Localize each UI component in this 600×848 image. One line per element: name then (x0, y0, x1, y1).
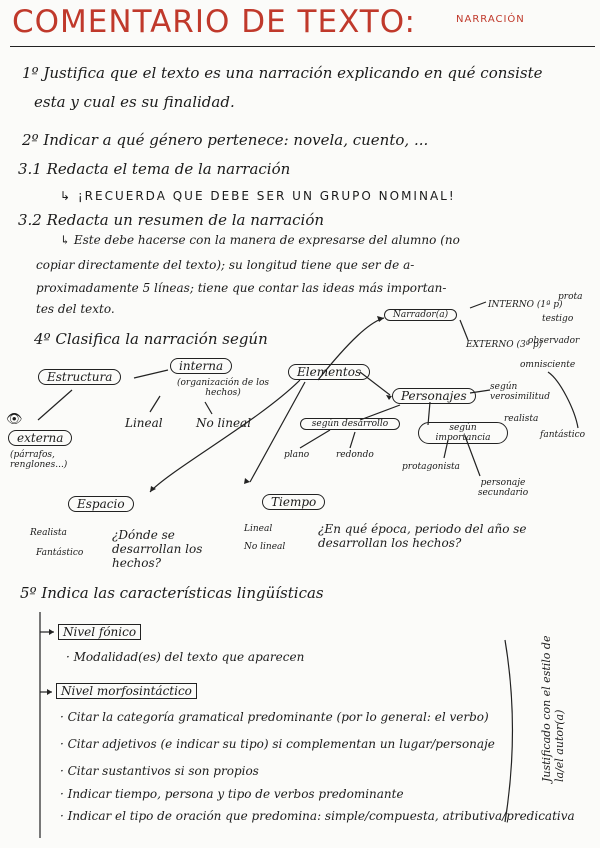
q32-line: 3.2 Redacta un resumen de la narración (18, 211, 325, 229)
node-estructura: Estructura (38, 369, 121, 385)
morfo-item4: · Indicar tiempo, persona y tipo de verbos predominante (60, 787, 404, 801)
interno-testigo: testigo (542, 314, 574, 324)
q1-line2: esta y cual es su finalidad. (34, 93, 235, 111)
node-externa: externa (8, 430, 72, 446)
node-segun-importancia: según importancia (418, 422, 508, 444)
fonico-item: · Modalidad(es) del texto que aparecen (66, 650, 305, 664)
morfo-item1: · Citar la categoría gramatical predominante (por lo general: el verbo) (60, 710, 489, 724)
node-segun-verosimilitud: según verosimilitud (490, 382, 550, 402)
q32-note4: tes del texto. (36, 302, 115, 316)
node-espacio: Espacio (68, 496, 134, 512)
nivel-fonico: Nivel fónico (58, 624, 141, 640)
node-tiempo: Tiempo (262, 494, 325, 510)
node-personajes: Personajes (392, 388, 476, 404)
externo-observador: observador (528, 336, 580, 346)
q32-note1: ↳ Este debe hacerse con la manera de expresarse del alumno (no (60, 233, 460, 247)
q2-line: 2º Indicar a qué género pertenece: novela, cuento, ... (22, 131, 429, 149)
narrador-interno: INTERNO (1ª p) (488, 300, 563, 310)
tiempo-lineal: Lineal (244, 524, 273, 534)
morfo-item5: · Indicar el tipo de oración que predomina: simple/compuesta, atributiva/predicativa (60, 809, 575, 823)
q32-note2: copiar directamente del texto); su longitud tiene que ser de a- (36, 258, 415, 272)
morfo-item2: · Citar adjetivos (e indicar su tipo) si complementan un lugar/personaje (60, 737, 495, 751)
q5-vertical-note: Justificado con el estilo de la/el autor(a) (540, 635, 566, 782)
narrador-externo: EXTERNO (3ª p) (466, 340, 543, 350)
q5-line: 5º Indica las características lingüísticas (20, 584, 324, 602)
tiempo-epoca: ¿En qué época, periodo del año se desarrollan los hechos? (318, 522, 527, 550)
node-segun-desarrollo: según desarrollo (300, 418, 400, 430)
verosimilitud-realista: realista (504, 414, 539, 424)
node-no-lineal: No lineal (196, 416, 252, 430)
q31-note: ↳ ¡RECUERDA QUE DEBE SER UN GRUPO NOMINAL! (60, 189, 456, 203)
espacio-fantastico: Fantástico (36, 548, 84, 558)
interno-prota: prota (558, 292, 583, 302)
desarrollo-redondo: redondo (336, 450, 374, 460)
q32-note3: proximadamente 5 líneas; tiene que contar las ideas más importan- (36, 281, 447, 295)
node-organizacion: (organización de los hechos) (177, 378, 269, 398)
node-elementos: Elementos (288, 364, 370, 380)
page-title: COMENTARIO DE TEXTO: (12, 4, 417, 40)
espacio-realista: Realista (30, 528, 67, 538)
q31-line: 3.1 Redacta el tema de la narración (18, 160, 291, 178)
tiempo-no-lineal: No lineal (244, 542, 286, 552)
espacio-donde: ¿Dónde se desarrollan los hechos? (112, 528, 203, 570)
node-interna: interna (170, 358, 232, 374)
desarrollo-plano: plano (284, 450, 310, 460)
importancia-secundario: personaje secundario (477, 478, 529, 498)
nivel-morfosintactico: Nivel morfosintáctico (56, 683, 197, 699)
q1-line1: 1º Justifica que el texto es una narración explicando en qué consiste (22, 64, 543, 82)
externo-omnisciente: omnisciente (520, 360, 576, 370)
morfo-item3: · Citar sustantivos si son propios (60, 764, 259, 778)
verosimilitud-fantastico: fantástico (540, 430, 586, 440)
q4-line: 4º Clasifica la narración según (34, 330, 268, 348)
importancia-protagonista: protagonista (402, 462, 460, 472)
page-subtitle: NARRACIÓN (456, 14, 525, 25)
eye-icon: 👁 (6, 412, 23, 427)
node-lineal: Lineal (125, 416, 163, 430)
node-narrador: Narrador(a) (384, 309, 457, 321)
node-externa-sub: (párrafos, renglones...) (10, 450, 68, 470)
